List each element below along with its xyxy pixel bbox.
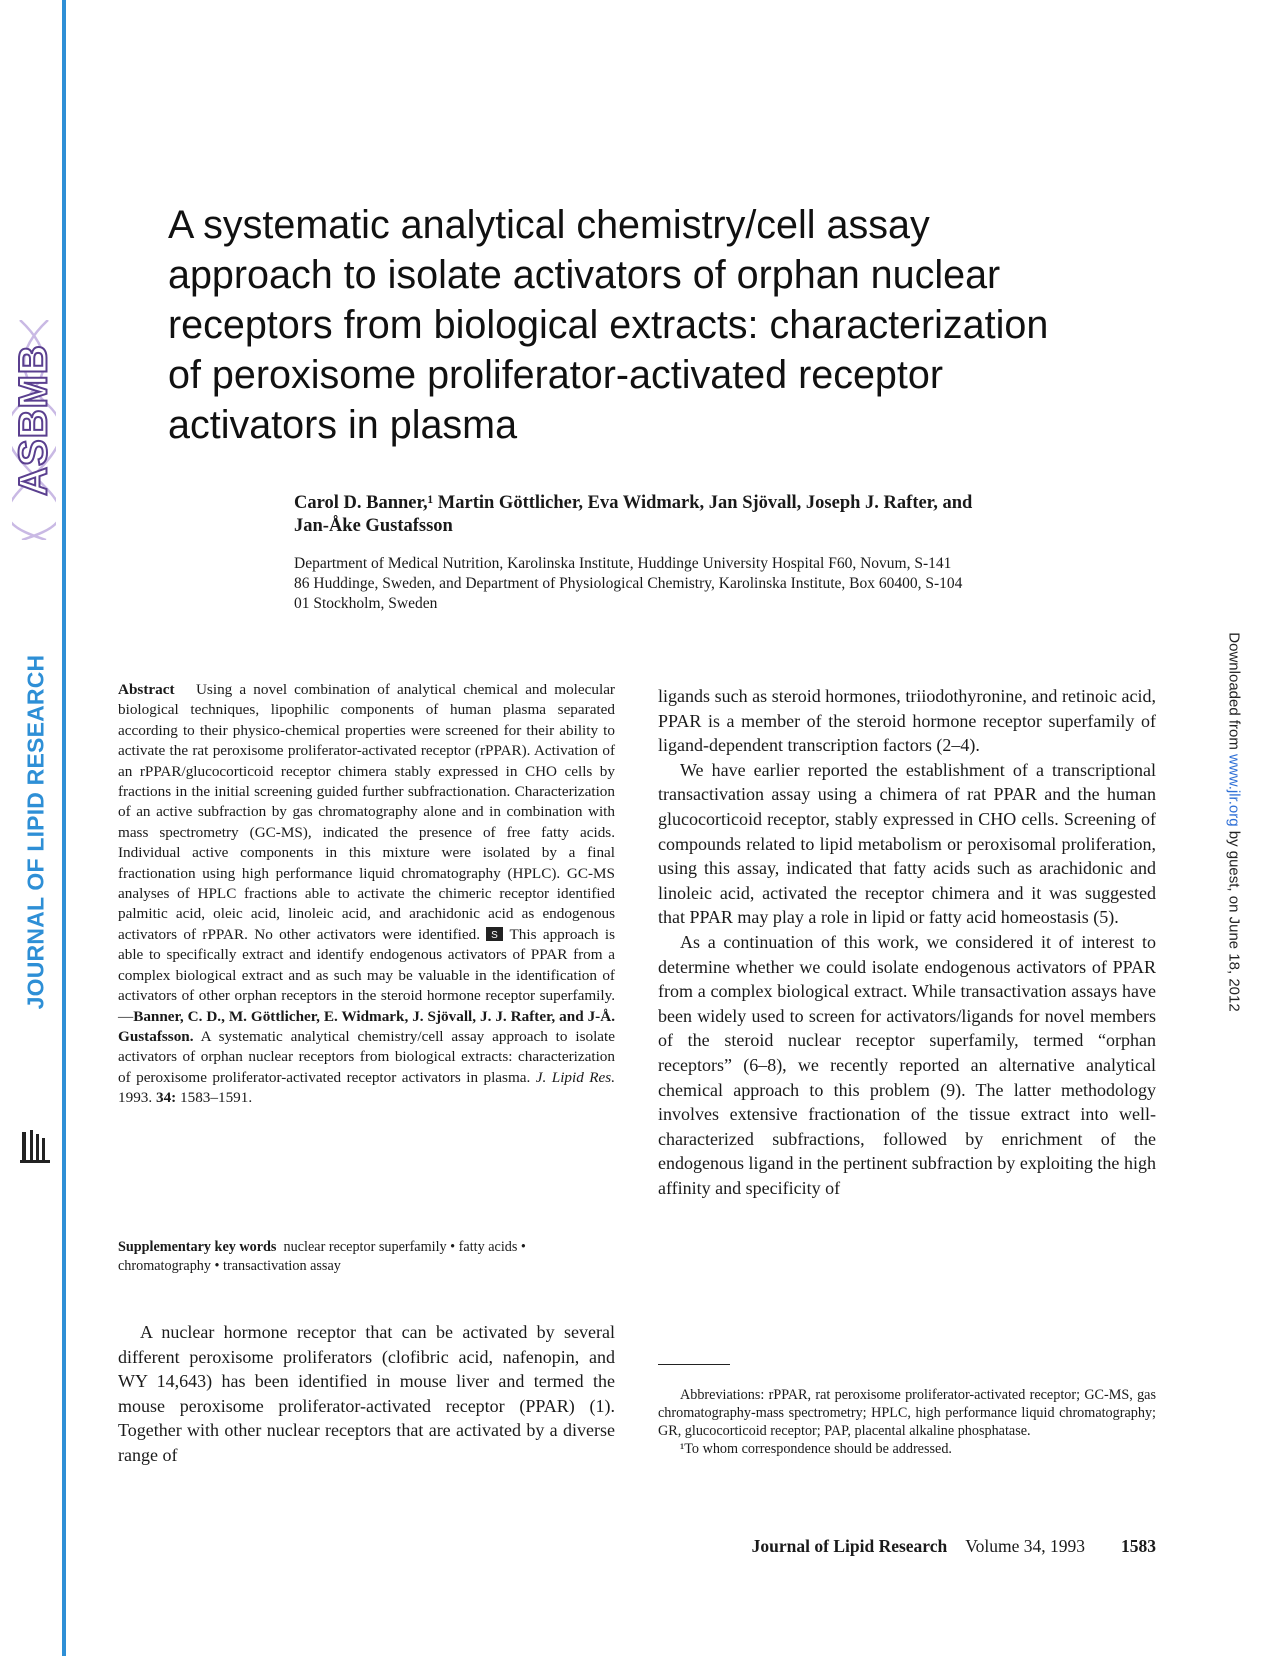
citation-volume: 34:	[155, 1089, 177, 1107]
title-line: of peroxisome proliferator-activated receptor	[168, 353, 943, 397]
abstract-label: Abstract	[118, 681, 175, 698]
body-paragraph: We have earlier reported the establishment of a transcriptional transactivation assay using a chimera of rat PPAR and the human glucocorticoid receptor, stably expressed in CHO cells. Screening of compounds related to lipid metabolism or peroxisomal proliferation, using this assay, indicated that fatty acids such as arachidonic and linoleic acid, activated the receptor chimera and it was suggested that PPAR may play a role in lipid or fatty acid homeostasis (5).	[658, 759, 1156, 928]
body-column-right	[658, 684, 1156, 1200]
svg-text:S: S	[491, 929, 499, 941]
body-paragraph: As a continuation of this work, we considered it of interest to determine whether we could isolate endogenous activators of PPAR from a complex biological extract. While transactivation assays have been widely used to screen for activators/ligands for novel members of the steroid nuclear receptor superfamily, termed “orphan receptors” (6–8), we recently reported an alternative analytical chemical approach to this problem (9). The latter methodology involves extensive fractionation of the tissue extract into well-characterized subfractions, followed by enrichment of the endogenous ligand in the pertinent subfraction by exploiting the high affinity and specificity of	[658, 931, 1156, 1198]
keywords-text: nuclear receptor superfamily • fatty acids • chromatography • transactivation assay	[118, 1239, 526, 1274]
title-line: A systematic analytical chemistry/cell assay	[168, 203, 930, 247]
footer-volume: Volume 34, 1993	[965, 1536, 1085, 1556]
download-note	[1226, 632, 1243, 1011]
title-line: receptors from biological extracts: characterization	[168, 303, 1049, 347]
affiliation-line: 01 Stockholm, Sweden	[294, 595, 438, 612]
supplementary-material-icon[interactable]	[486, 927, 503, 941]
abstract	[118, 680, 615, 1109]
author-line: Jan-Åke Gustafsson	[294, 516, 453, 536]
citation-authors: Banner, C. D., M. Göttlicher, E. Widmark, J. Sjövall, J. J. Rafter, and J-Å. Gustafsson.	[118, 1007, 615, 1045]
title-line: activators in plasma	[168, 403, 518, 447]
affiliation-line: 86 Huddinge, Sweden, and Department of Physiological Chemistry, Karolinska Institute, Box 60400, S-104	[294, 575, 963, 592]
citation-journal: J. Lipid Res.	[535, 1068, 615, 1086]
footnotes	[658, 1386, 1156, 1458]
journal-name-vertical: JOURNAL OF LIPID RESEARCH	[22, 654, 49, 1010]
body-paragraph: ligands such as steroid hormones, triiodothyronine, and retinoic acid, PPAR is a member of the steroid hormone receptor superfamily of ligand-dependent transcription factors (2–4).	[658, 686, 1156, 756]
title-line: approach to isolate activators of orphan nuclear	[168, 253, 1001, 297]
footnote-abbreviations: Abbreviations: rPPAR, rat peroxisome proliferator-activated receptor; GC-MS, gas chromatography-mass spectrometry; HPLC, high performance liquid chromatography; GR, glucocorticoid receptor; PAP, placental alkaline phosphatase.	[658, 1387, 1156, 1439]
keywords	[118, 1238, 615, 1275]
author-list	[294, 492, 1154, 538]
affiliation-line: Department of Medical Nutrition, Karolinska Institute, Huddinge University Hospital F60, Novum, S-141	[294, 555, 952, 572]
jlr-logo-icon	[20, 1128, 50, 1164]
citation-year: 1993.	[118, 1089, 153, 1107]
download-prefix: Downloaded from	[1225, 632, 1243, 755]
download-link[interactable]: www.jlr.org	[1225, 754, 1243, 827]
footer-journal: Journal of Lipid Research	[751, 1536, 948, 1556]
affiliation	[294, 554, 1174, 614]
citation-pages: 1583–1591.	[180, 1089, 253, 1107]
page-footer	[706, 1536, 1156, 1557]
body-paragraph: A nuclear hormone receptor that can be activated by several different peroxisome proliferators (clofibric acid, nafenopin, and WY 14,643) has been identified in mouse liver and termed the mouse peroxisome proliferator-activated receptor (PPAR) (1). Together with other nuclear receptors that are activated by a diverse range of	[118, 1322, 615, 1465]
keywords-label: Supplementary key words	[118, 1239, 277, 1255]
footnote-correspondence: ¹To whom correspondence should be addressed.	[680, 1441, 952, 1457]
footer-page-number: 1583	[1121, 1536, 1156, 1556]
author-line: Carol D. Banner,¹ Martin Göttlicher, Eva Widmark, Jan Sjövall, Joseph J. Rafter, and	[294, 493, 973, 513]
abstract-text-2: This approach is able to specifically extract and identify endogenous activators of PPAR from a complex biological extract and as such may be valuable in the identification of activators of other orphan receptors in the steroid hormone receptor superfamily.—	[118, 925, 616, 1025]
article-title	[168, 200, 1128, 450]
abstract-text	[118, 680, 615, 1109]
body-column-left	[118, 1320, 615, 1468]
margin-rule	[62, 0, 66, 1656]
abstract-text-1: Using a novel combination of analytical chemical and molecular biological techniques, lipophilic components of human plasma separated according to their physico-chemical properties were screened for their ability to activate the rat peroxisome proliferator-activated receptor (rPPAR). Activation of an rPPAR/glucocorticoid receptor chimera stably expressed in CHO cells by fractions in the initial screening guided further subfractionation. Characterization of an active subfraction by gas chromatography alone and in combination with mass spectrometry (GC-MS), indicated the presence of free fatty acids. Individual active components in this mixture were isolated by a final fractionation using high performance liquid chromatography (HPLC). GC-MS analyses of HPLC fractions able to activate the chimeric receptor identified palmitic acid, oleic acid, linoleic acid, and arachidonic acid as endogenous activators of rPPAR. No other activators were identified.	[118, 681, 615, 943]
side-brand-strip	[0, 0, 62, 1656]
asbmb-logo: ASBMB	[11, 344, 56, 496]
download-suffix: by guest, on June 18, 2012	[1225, 826, 1243, 1012]
footnote-rule	[658, 1364, 730, 1365]
citation-title: A systematic analytical chemistry/cell assay approach to isolate activators of orphan nuclear receptors from biological extracts: characterization of peroxisome proliferator-activated receptor activators in plasma.	[118, 1027, 615, 1086]
